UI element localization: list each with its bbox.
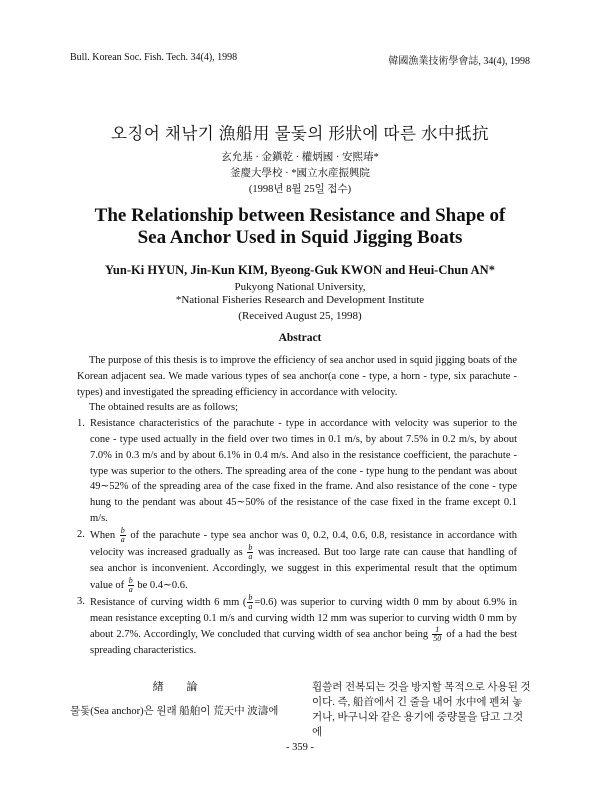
result-item-2-text-b: of the parachute - type sea anchor was 0, 0.2, 0.4, 0.6, 0.8, resistance in accordance with velocity was increased gradually as [90, 529, 518, 558]
english-title-line-2: Sea Anchor Used in Squid Jigging Boats [137, 227, 463, 248]
page-number: - 359 - [286, 742, 314, 753]
result-item-2-text-d: be 0.4∼0.6. [137, 579, 188, 591]
abstract-intro: The purpose of this thesis is to improve the efficiency of sea anchor used in squid jigging boats of the Korean adjacent sea. We made various types of sea anchor(a cone - type, a horn - type, six parachute - types) and investigated the spreading efficiency in accordance with velocity. [77, 355, 517, 398]
fraction-b-over-a: $\frac{b}{a}$ [248, 592, 253, 611]
english-authors: Yun-Ki HYUN, Jin-Kun KIM, Byeong-Guk KWON and Heui-Chun AN* [105, 263, 495, 277]
affiliation-line-1: Pukyong National University, [234, 281, 366, 293]
result-item-2-text-c: was increased. But too large rate can cause that handling of sea anchor is inconvenient. Accordingly, we suggest in this experimental result that the optimum value of [90, 546, 517, 591]
english-affiliation [0, 281, 600, 307]
result-item-2-number: 2. [77, 528, 85, 540]
result-item-2 [77, 527, 517, 594]
affiliation-line-2: *National Fisheries Research and Development Institute [175, 294, 425, 306]
korean-affiliation: 釜慶大學校 · *國立水産振興院 [230, 168, 370, 179]
korean-received: (1998년 8월 25일 접수) [248, 184, 352, 195]
abstract-body [77, 353, 517, 659]
journal-header-left: Bull. Korean Soc. Fish. Tech. 34(4), 1998 [70, 52, 238, 63]
body-left-column [70, 680, 290, 719]
korean-authors: 玄允基 · 金鎭乾 · 權炳國 · 安熙瑃* [221, 152, 379, 163]
result-item-3-text-c: of a had the best spreading characteristics. [90, 629, 517, 657]
korean-author-block [0, 150, 600, 198]
fraction-b-over-a: $\frac{b}{a}$ [248, 542, 253, 561]
result-item-1 [77, 416, 517, 527]
results-list [77, 416, 517, 659]
abstract-heading: Abstract [278, 332, 322, 344]
abstract-results-lead: The obtained results are as follows; [89, 402, 238, 414]
result-item-2-text-a: When [90, 529, 116, 541]
result-item-3-text-b: =0.6) was superior to curving width 0 mm by about 6.9% in mean resistance excepting 0.1 m/s and curving width 12 mm was superior to curving width 0 mm by about 2.7%. Accordingly, We concluded that curving width of sea anchor being [90, 596, 517, 641]
fraction-b-over-a: $\frac{b}{a}$ [128, 575, 133, 594]
fraction-b-over-a: $\frac{b}{a}$ [120, 525, 125, 544]
english-title-line-1: The Relationship between Resistance and Shape of [94, 205, 506, 226]
result-item-1-text: Resistance characteristics of the parachute - type in accordance with velocity was superior to the cone - type used actually in the field over two times in 0.1 m/s, by about 7.5% in 0.2 m/s, by about 7.0% in 0.3 m/s and by about 6.1% in 0.4 m/s. And also in the resistance coefficient, the parachute - type was superior to the others. The spreading area of the cone - type hung to the pendant was about 49∼52% of the spreading area of the case fixed in the frame. And also resistance of the cone - type hung to the pendant was about 45∼50% of the resistance of the case fixed in the frame except 0.1 m/s. [90, 418, 517, 524]
english-title [0, 205, 600, 249]
result-item-3-text-a: Resistance of curving width 6 mm ( [90, 596, 247, 608]
body-right-text: 휩쓸려 전복되는 것을 방지할 목적으로 사용된 것이다. 즉, 船首에서 긴 줄을 내어 水中에 펜쳐 놓거나, 바구니와 같은 용기에 중량물을 담고 그것에 [312, 682, 531, 738]
result-item-3 [77, 594, 517, 660]
fraction-1-over-50: $\frac{1}{50}$ [433, 625, 442, 644]
received-date: (Received August 25, 1998) [238, 310, 362, 322]
journal-header-right: 韓國漁業技術學會誌, 34(4), 1998 [388, 56, 530, 67]
body-left-text: 물돛(Sea anchor)은 원래 船舶이 荒天中 波濤에 [70, 706, 279, 717]
result-item-3-number: 3. [77, 595, 85, 607]
result-item-1-number: 1. [77, 418, 85, 430]
korean-title: 오징어 채낚기 漁船用 물돛의 形狀에 따른 水中抵抗 [110, 124, 490, 143]
body-right-column [312, 680, 532, 740]
section-heading-introduction: 緖 論 [152, 681, 208, 693]
